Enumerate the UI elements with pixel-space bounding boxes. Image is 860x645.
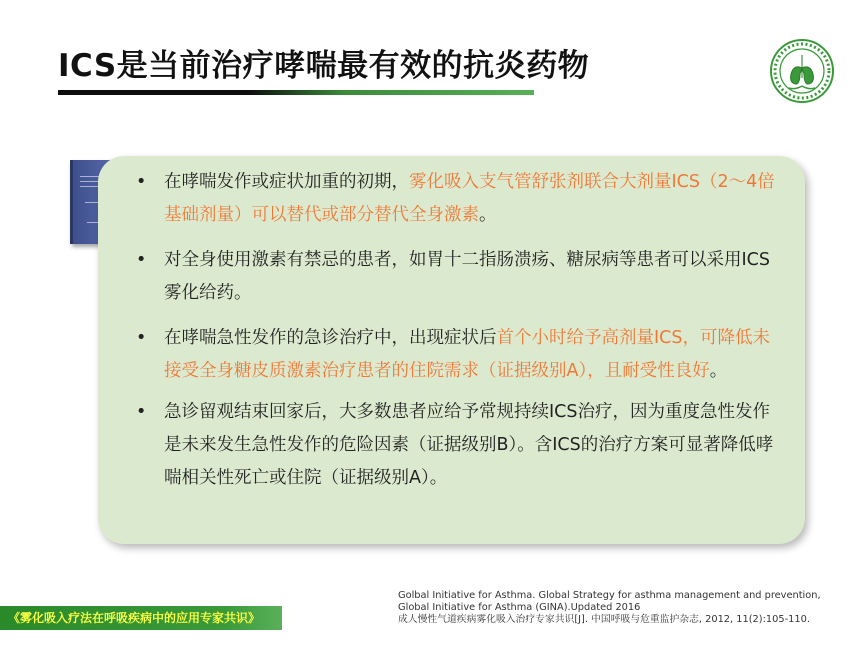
bullet-text: 急诊留观结束回家后，大多数患者应给予常规持续ICS治疗，因为重度急性发作是未来发生急性发作的危险因素（证据级别B）。含ICS的治疗方案可显著降低哮喘相关性死亡或住院（证据级别A）。 — [164, 402, 774, 488]
reference-gina: Golbal Initiative for Asthma. Global Strategy for asthma management and prevention, Global Initiative for Asthma (GINA).Updated 2016 — [398, 590, 821, 613]
highlighted-text: 首个小时给予高剂量ICS，可降低未接受全身糖皮质激素治疗患者的住院需求（证据级别A），且耐受性良好 — [164, 328, 770, 381]
reference-consensus: 成人慢性气道疾病雾化吸入治疗专家共识[J]. 中国呼吸与危重监护杂志, 2012, 11(2):105-110. — [398, 614, 810, 625]
title-underline — [58, 90, 534, 95]
bullet-text: 对全身使用激素有禁忌的患者，如胃十二指肠溃疡、糖尿病等患者可以采用ICS雾化给药。 — [164, 250, 770, 303]
bullet-text: 。 — [709, 361, 728, 381]
bullet-item — [136, 322, 786, 388]
bullet-item — [136, 166, 786, 232]
references — [398, 590, 838, 626]
footer-source-label: 《雾化吸入疗法在呼吸疾病中的应用专家共识》 — [8, 611, 261, 625]
bullet-text: 。 — [479, 205, 497, 225]
slide-title: ICS是当前治疗哮喘最有效的抗炎药物 — [58, 48, 590, 84]
bullet-dot-icon: • — [136, 402, 147, 422]
footer-bar — [0, 606, 282, 630]
bullet-list — [136, 166, 786, 507]
bullet-item — [136, 396, 786, 495]
bullet-dot-icon: • — [136, 250, 147, 270]
bullet-dot-icon: • — [136, 172, 147, 192]
society-emblem-icon — [769, 38, 835, 104]
bullet-text: 在哮喘急性发作的急诊治疗中，出现症状后 — [164, 328, 497, 348]
bullet-item — [136, 244, 786, 310]
bullet-text: 在哮喘发作或症状加重的初期， — [164, 172, 409, 192]
highlighted-text: 雾化吸入支气管舒张剂联合大剂量ICS（2～4倍基础剂量）可以替代或部分替代全身激素 — [164, 172, 775, 225]
bullet-dot-icon: • — [136, 328, 147, 348]
